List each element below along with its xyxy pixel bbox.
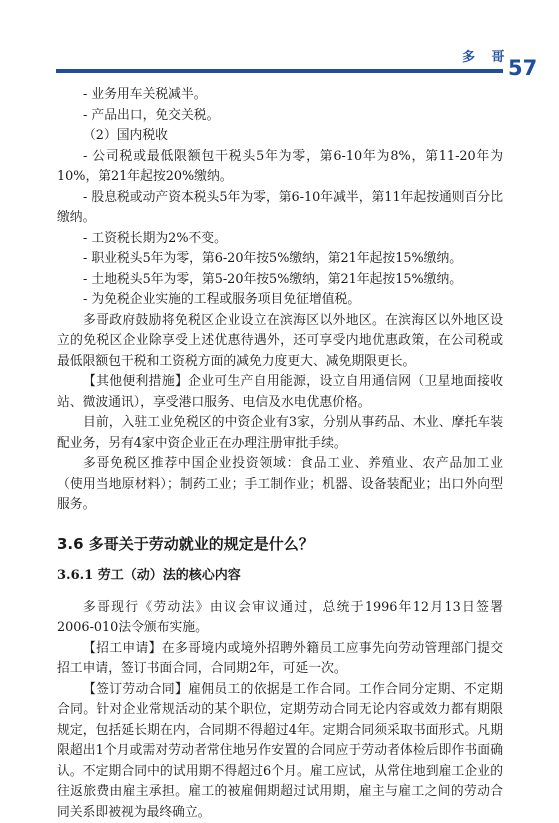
section-heading: 3.6 多哥关于劳动就业的规定是什么？ xyxy=(57,534,503,554)
tax-line: - 公司税或最低限额包干税头5年为零，第6-10年为8%，第11-20年为10%，第21年起按20%缴纳。 xyxy=(57,147,503,188)
running-header-title: 多 哥 xyxy=(462,46,511,65)
tax-line: - 为免税企业实施的工程或服务项目免征增值税。 xyxy=(57,290,503,311)
body-paragraph: 多哥现行《劳动法》由议会审议通过，总统于1996年12月13日签署2006-010法令颁布实施。 xyxy=(57,598,503,639)
page-body xyxy=(57,85,503,823)
body-paragraph: 【其他便利措施】企业可生产自用能源，设立自用通信网（卫星地面接收站、微波通讯），享受港口服务、电信及水电优惠价格。 xyxy=(57,372,503,413)
tax-line: - 工资税长期为2%不变。 xyxy=(57,229,503,250)
header-rule xyxy=(56,69,503,73)
body-paragraph: 多哥政府鼓励将免税区企业设立在滨海区以外地区。在滨海区以外地区设立的免税区企业除享受上述优惠待遇外，还可享受内地优惠政策，在公司税或最低限额包干税和工资税方面的减免力度更大、减免期限更长。 xyxy=(57,311,503,373)
body-paragraph: 目前，入驻工业免税区的中资企业有3家，分别从事药品、木业、摩托车装配业务，另有4家中资企业正在办理注册审批手续。 xyxy=(57,413,503,454)
page-number: 57 xyxy=(508,56,537,80)
tax-line: - 股息税或动产资本税头5年为零，第6-10年减半，第11年起按通则百分比缴纳。 xyxy=(57,188,503,229)
body-paragraph: 【招工申请】在多哥境内或境外招聘外籍员工应事先向劳动管理部门提交招工申请，签订书面合同，合同期2年，可延一次。 xyxy=(57,639,503,680)
tax-line: - 土地税头5年为零，第5-20年按5%缴纳，第21年起按15%缴纳。 xyxy=(57,270,503,291)
subsection-heading: 3.6.1 劳工（动）法的核心内容 xyxy=(57,566,503,586)
body-paragraph: 【签订劳动合同】雇佣员工的依据是工作合同。工作合同分定期、不定期合同。针对企业常规活动的某个职位，定期劳动合同无论内容或效力都有期限规定，包括延长期在内，合同期不得超过4年。定期合同须采取书面形式。凡期限超出1个月或需对劳动者常住地另作安置的合同应于劳动者体检后即作书面确认。不定期合同中的试用期不得超过6个月。雇工应试，从常住地到雇工企业的往返旅费由雇主承担。雇工的被雇佣期超过试用期，雇主与雇工之间的劳动合同关系即被视为最终确立。 xyxy=(57,680,503,823)
tax-line: - 产品出口，免交关税。 xyxy=(57,106,503,127)
tax-line: - 职业税头5年为零，第6-20年按5%缴纳，第21年起按15%缴纳。 xyxy=(57,249,503,270)
tax-subheading: （2）国内税收 xyxy=(57,126,503,147)
body-paragraph: 多哥免税区推荐中国企业投资领域：食品工业、养殖业、农产品加工业（使用当地原材料）；制药工业；手工制作业；机器、设备装配业；出口外向型服务。 xyxy=(57,454,503,516)
tax-line: - 业务用车关税减半。 xyxy=(57,85,503,106)
